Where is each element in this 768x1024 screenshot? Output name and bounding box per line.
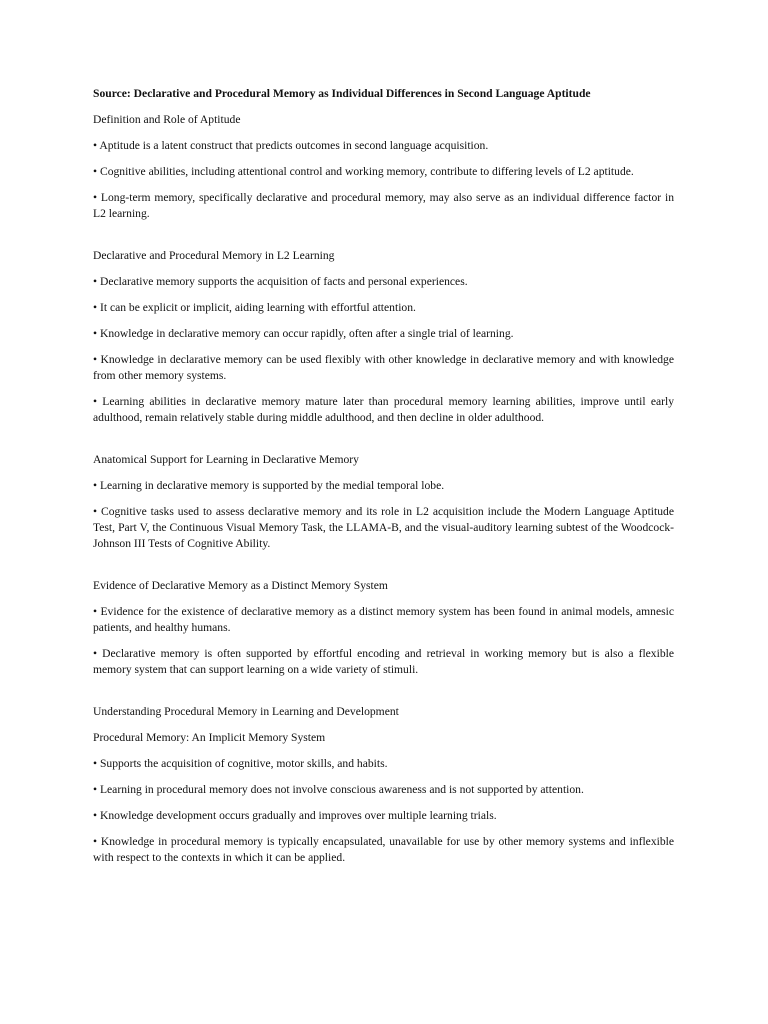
bullet-paragraph: • Learning in procedural memory does not involve conscious awareness and is not supported by attention. (93, 783, 584, 796)
section-subheading: Procedural Memory: An Implicit Memory System (93, 731, 326, 744)
bullet-paragraph: • Aptitude is a latent construct that predicts outcomes in second language acquisition. (93, 139, 489, 152)
section-definition-aptitude (93, 112, 674, 222)
document-title: Source: Declarative and Procedural Memory as Individual Differences in Second Language Aptitude (93, 87, 591, 100)
bullet-paragraph: • Knowledge in declarative memory can be used flexibly with other knowledge in declarative memory and with knowledge from other memory systems. (93, 353, 674, 382)
section-heading: Understanding Procedural Memory in Learning and Development (93, 705, 399, 718)
bullet-paragraph: • Evidence for the existence of declarative memory as a distinct memory system has been found in animal models, amnesic patients, and healthy humans. (93, 605, 674, 634)
bullet-paragraph: • Learning in declarative memory is supported by the medial temporal lobe. (93, 479, 445, 492)
bullet-paragraph: • Knowledge development occurs gradually and improves over multiple learning trials. (93, 809, 497, 822)
bullet-paragraph: • Knowledge in declarative memory can occur rapidly, often after a single trial of learning. (93, 327, 514, 340)
bullet-paragraph: • Declarative memory is often supported by effortful encoding and retrieval in working memory but is also a flexible memory system that can support learning on a wide variety of stimuli. (93, 647, 674, 676)
bullet-paragraph: • Cognitive tasks used to assess declarative memory and its role in L2 acquisition include the Modern Language Aptitude Test, Part V, the Continuous Visual Memory Task, the LLAMA-B, and the visual-auditory learning subtest of the Woodcock-Johnson III Tests of Cognitive Ability. (93, 505, 674, 550)
section-heading: Anatomical Support for Learning in Declarative Memory (93, 453, 359, 466)
section-evidence-declarative (93, 578, 674, 678)
bullet-paragraph: • Cognitive abilities, including attentional control and working memory, contribute to differing levels of L2 aptitude. (93, 165, 634, 178)
bullet-paragraph: • Knowledge in procedural memory is typically encapsulated, unavailable for use by other memory systems and inflexible with respect to the contexts in which it can be applied. (93, 835, 674, 864)
section-procedural-memory (93, 704, 674, 866)
bullet-paragraph: • Supports the acquisition of cognitive, motor skills, and habits. (93, 757, 388, 770)
section-declarative-procedural-l2 (93, 248, 674, 426)
section-heading: Evidence of Declarative Memory as a Distinct Memory System (93, 579, 388, 592)
bullet-paragraph: • Long-term memory, specifically declarative and procedural memory, may also serve as an individual difference factor in L2 learning. (93, 191, 674, 220)
section-anatomical-support (93, 452, 674, 552)
section-heading: Definition and Role of Aptitude (93, 113, 241, 126)
bullet-paragraph: • Declarative memory supports the acquisition of facts and personal experiences. (93, 275, 468, 288)
section-heading: Declarative and Procedural Memory in L2 Learning (93, 249, 335, 262)
document-page (93, 86, 674, 866)
bullet-paragraph: • Learning abilities in declarative memory mature later than procedural memory learning abilities, improve until early adulthood, remain relatively stable during middle adulthood, and then decline in older adulthood. (93, 395, 674, 424)
bullet-paragraph: • It can be explicit or implicit, aiding learning with effortful attention. (93, 301, 416, 314)
